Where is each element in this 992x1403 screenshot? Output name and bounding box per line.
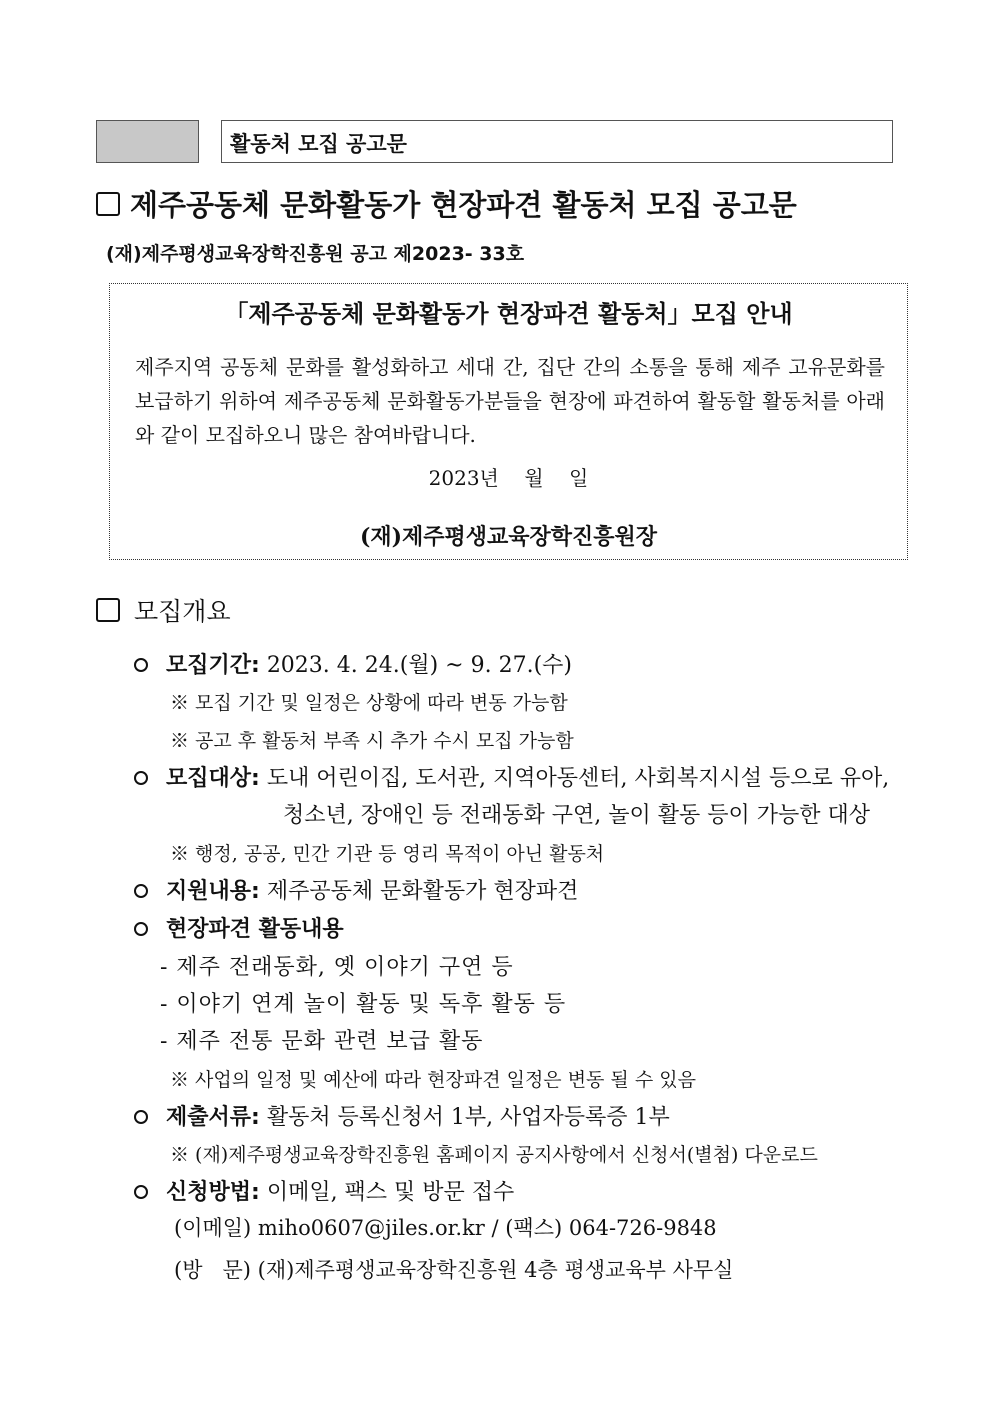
circle-bullet-icon	[134, 1110, 148, 1124]
checkbox-square-icon	[96, 598, 120, 622]
circle-bullet-icon	[134, 922, 148, 936]
method-item: 신청방법: 이메일, 팩스 및 방문 접수	[134, 1175, 514, 1206]
documents-note: ※ (재)제주평생교육장학진흥원 홈페이지 공지사항에서 신청서(별첨) 다운로드	[170, 1144, 818, 1166]
activities-note: ※ 사업의 일정 및 예산에 따라 현장파견 일정은 변동 될 수 있음	[170, 1069, 696, 1091]
notice-number: (재)제주평생교육장학진흥원 공고 제2023- 33호	[106, 243, 525, 265]
announcement-body: 제주지역 공동체 문화를 활성화하고 세대 간, 집단 간의 소통을 통해 제주 고유문화를 보급하기 위하여 제주공동체 문화활동가분들을 현장에 파견하여 활동할 활동처를 아래와 같이 모집하오니 많은 참여바랍니다.	[135, 355, 885, 447]
period-note: ※ 공고 후 활동처 부족 시 추가 수시 모집 가능함	[170, 730, 574, 752]
support-item: 지원내용: 제주공동체 문화활동가 현장파견	[134, 874, 578, 905]
announcement-box	[109, 283, 908, 560]
activities-item: 현장파견 활동내용	[134, 912, 344, 943]
documents-item: 제출서류: 활동처 등록신청서 1부, 사업자등록증 1부	[134, 1100, 670, 1131]
circle-bullet-icon	[134, 771, 148, 785]
announcement-title: 「제주공동체 문화활동가 현장파견 활동처」모집 안내	[224, 300, 793, 328]
announcement-signature: (재)제주평생교육장학진흥원장	[359, 524, 658, 550]
page-title: 제주공동체 문화활동가 현장파견 활동처 모집 공고문	[96, 183, 797, 224]
overview-heading: 모집개요	[96, 592, 231, 628]
header-gray-block	[96, 120, 199, 163]
period-note: ※ 모집 기간 및 일정은 상황에 따라 변동 가능함	[170, 692, 568, 714]
target-line2: 청소년, 장애인 등 전래동화 구연, 놀이 활동 등이 가능한 대상	[283, 803, 870, 828]
header-label-box	[221, 120, 893, 163]
target-note: ※ 행정, 공공, 민간 기관 등 영리 목적이 아닌 활동처	[170, 843, 605, 865]
contact-line: (이메일) miho0607@jiles.or.kr / (팩스) 064-726-9848	[174, 1216, 717, 1240]
visit-line: (방 문) (재)제주평생교육장학진흥원 4층 평생교육부 사무실	[174, 1258, 734, 1282]
activity-line: - 제주 전래동화, 옛 이야기 구연 등	[160, 955, 514, 980]
circle-bullet-icon	[134, 1185, 148, 1199]
checkbox-square-icon	[96, 192, 120, 216]
circle-bullet-icon	[134, 658, 148, 672]
target-item: 모집대상: 도내 어린이집, 도서관, 지역아동센터, 사회복지시설 등으로 유아,	[134, 761, 889, 792]
circle-bullet-icon	[134, 884, 148, 898]
activity-line: - 제주 전통 문화 관련 보급 활동	[160, 1029, 484, 1054]
announcement-date: 2023년 월 일	[428, 466, 589, 490]
activity-line: - 이야기 연계 놀이 활동 및 독후 활동 등	[160, 992, 567, 1017]
header-label: 활동처 모집 공고문	[230, 132, 407, 156]
period-item: 모집기간: 2023. 4. 24.(월) ~ 9. 27.(수)	[134, 648, 572, 679]
